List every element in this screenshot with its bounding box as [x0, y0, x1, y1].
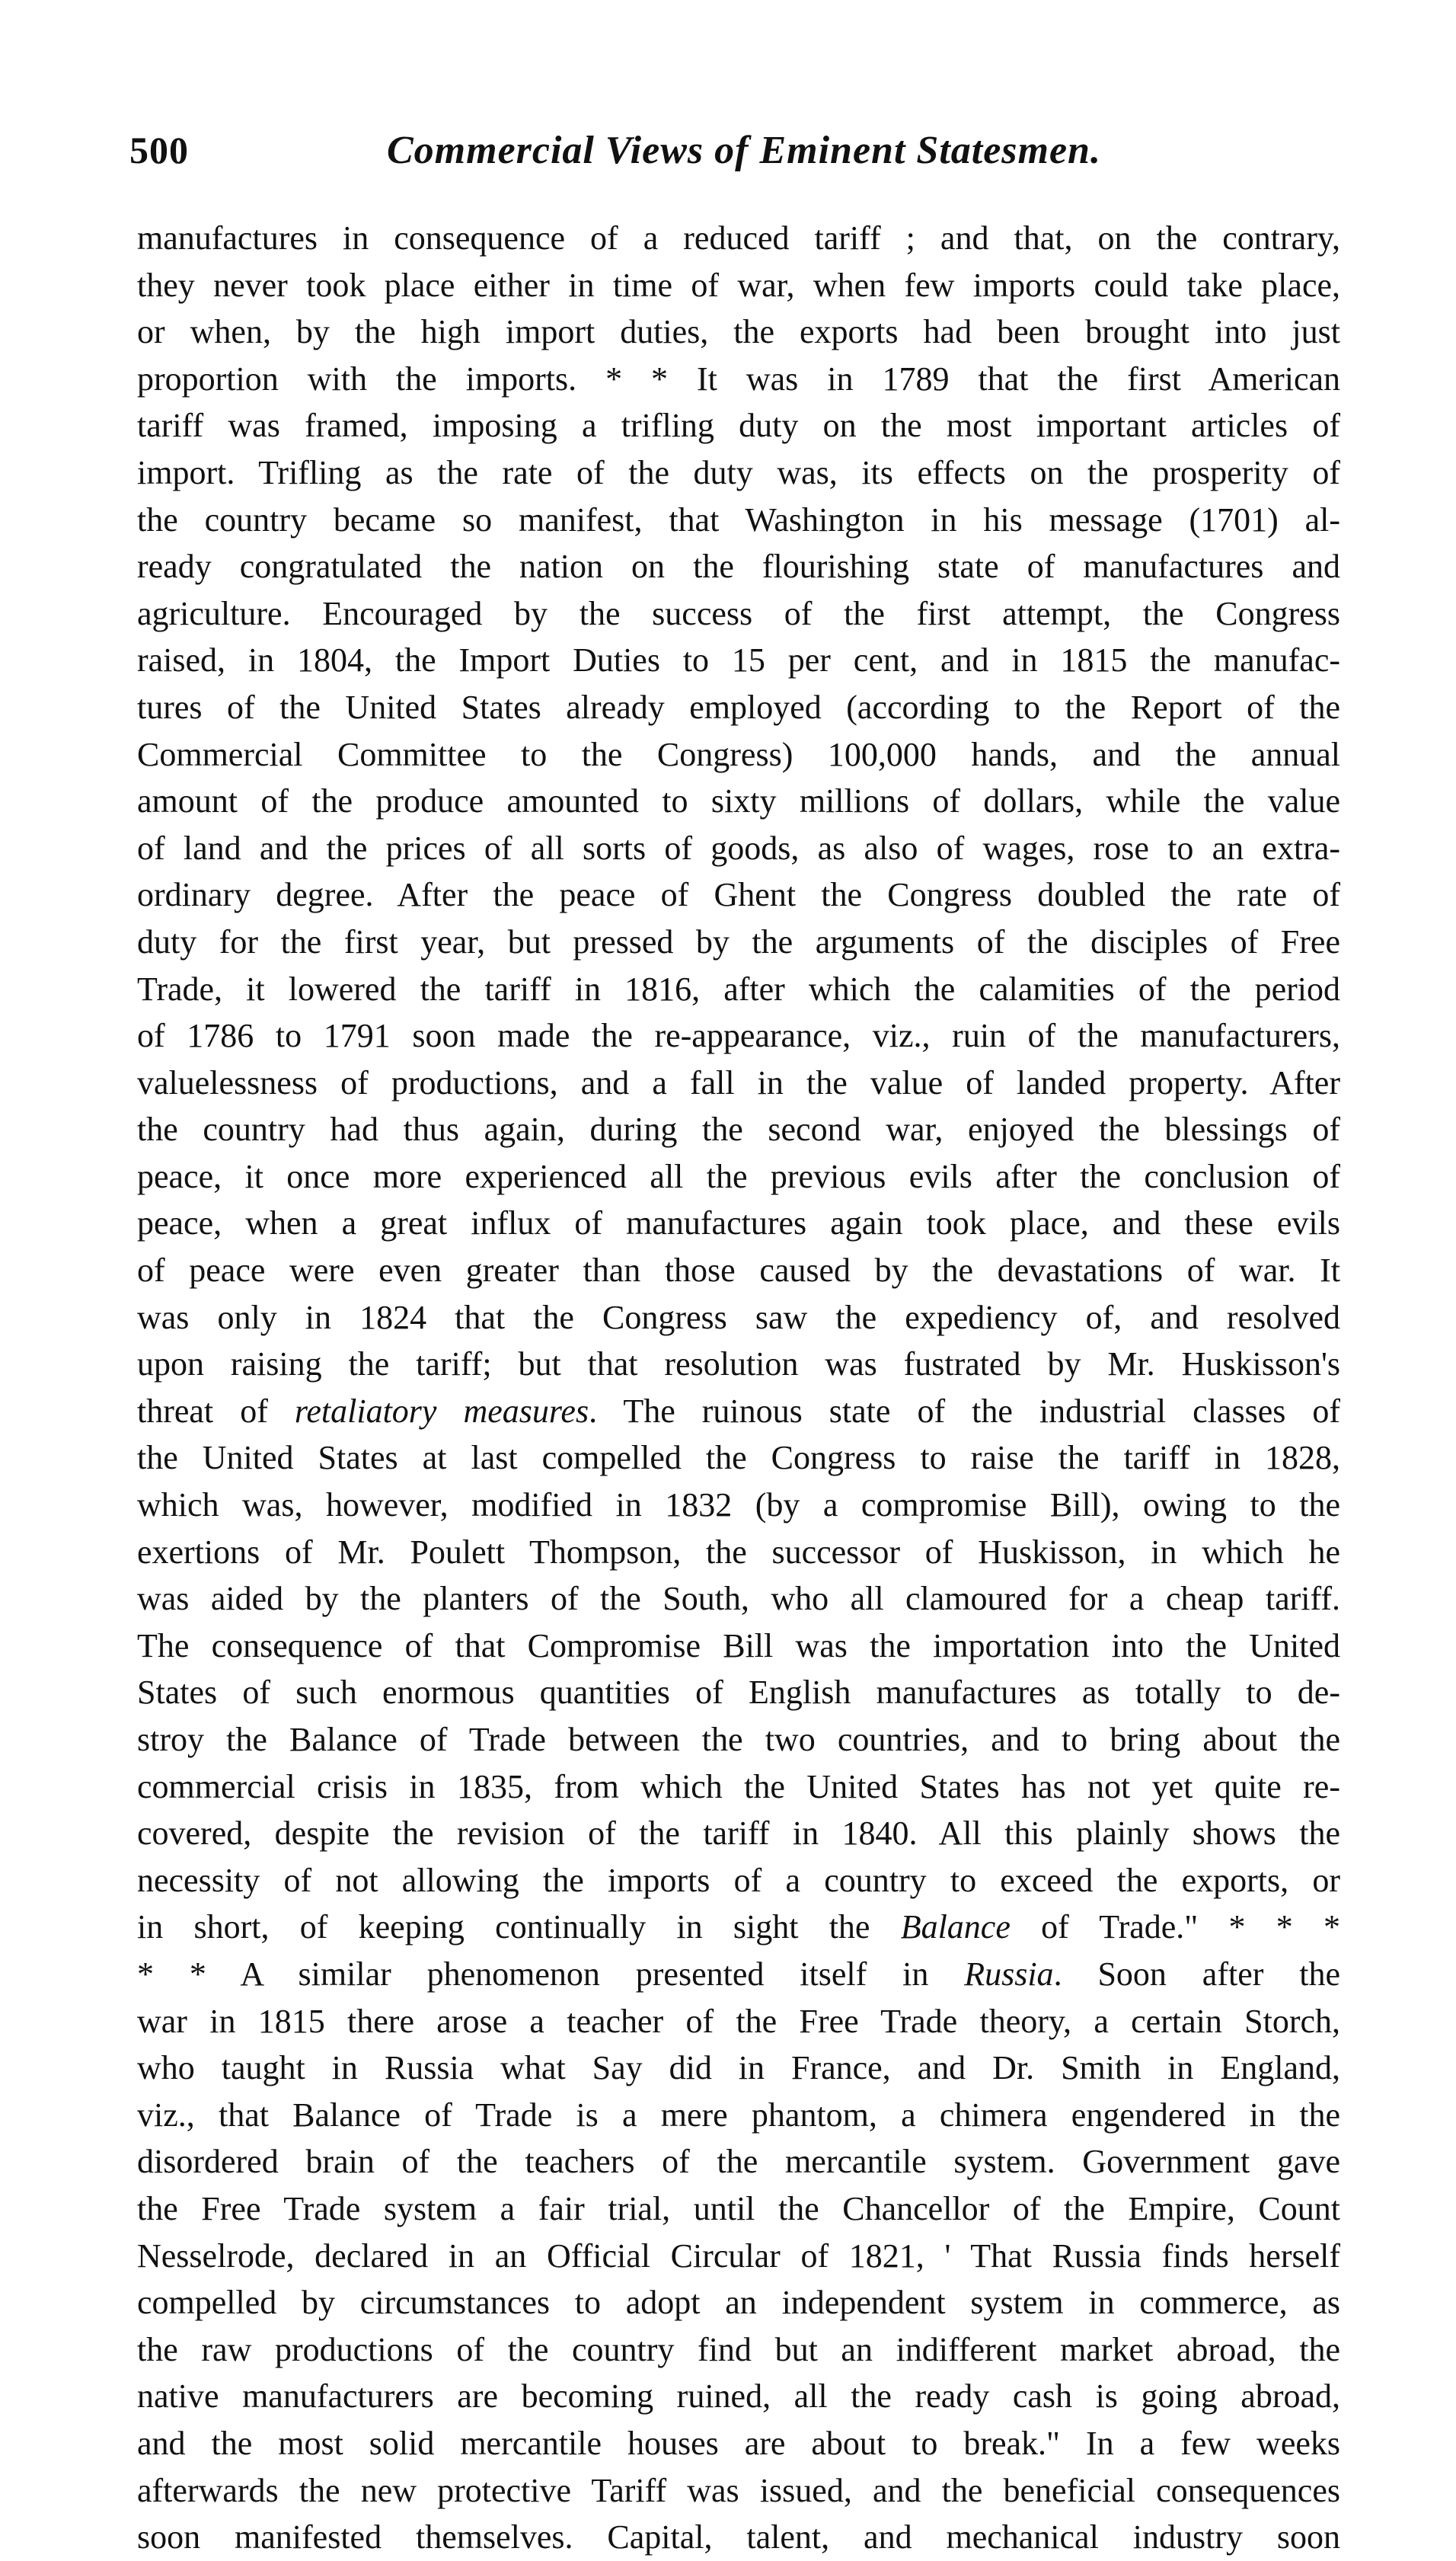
text-line: of land and the prices of all sorts of goods, as also of wages, rose to an extra- [137, 829, 1340, 867]
italic-phrase: Russia [964, 1955, 1054, 1993]
text-line: afterwards the new protective Tariff was issued, and the beneficial consequences [137, 2471, 1340, 2509]
italic-phrase: Balance [900, 1908, 1011, 1946]
text-line: tures of the United States already employed (according to the Report of the [137, 688, 1340, 726]
text-line: duty for the first year, but pressed by the arguments of the disciples of Free [137, 922, 1340, 961]
text-line: amount of the produce amounted to sixty millions of dollars, while the value [137, 782, 1340, 820]
text-line: ready congratulated the nation on the flourishing state of manufactures and [137, 548, 1340, 586]
text-line: the country became so manifest, that Washington in his message (1701) al- [137, 500, 1340, 539]
text-line: Nesselrode, declared in an Official Circular of 1821, ' That Russia finds herself [137, 2236, 1340, 2275]
text-line: the country had thus again, during the second war, enjoyed the blessings of [137, 1111, 1340, 1149]
text-line: threat of retaliatory measures. The ruinous state of the industrial classes of [137, 1392, 1340, 1430]
text-line: in short, of keeping continually in sight the Balance of Trade." * * * [137, 1908, 1340, 1946]
text-line: stroy the Balance of Trade between the two countries, and to bring about the [137, 1721, 1340, 1758]
text-line: the Free Trade system a fair trial, until the Chancellor of the Empire, Count [137, 2189, 1340, 2227]
text-line: peace, it once more experienced all the previous evils after the conclusion of [137, 1157, 1340, 1195]
text-line: exertions of Mr. Poulett Thompson, the successor of Huskisson, in which he [137, 1533, 1340, 1571]
text-line: or when, by the high import duties, the exports had been brought into just [137, 313, 1340, 351]
text-line: raised, in 1804, the Import Duties to 15 per cent, and in 1815 the manufac- [137, 641, 1340, 679]
text-line: who taught in Russia what Say did in France, and Dr. Smith in England, [137, 2049, 1340, 2087]
page-header [129, 128, 1348, 189]
text-line: they never took place either in time of war, when few imports could take place, [137, 266, 1340, 304]
text-line: Trade, it lowered the tariff in 1816, after which the calamities of the period [137, 970, 1340, 1008]
text-line: of 1786 to 1791 soon made the re-appearance, viz., ruin of the manufacturers, [137, 1017, 1340, 1055]
text-line: proportion with the imports. * * It was in 1789 that the first American [137, 360, 1340, 398]
text-line: peace, when a great influx of manufactures again took place, and these evils [137, 1204, 1340, 1242]
text-line: import. Trifling as the rate of the duty was, its effects on the prosperity of [137, 453, 1340, 491]
text-line: necessity of not allowing the imports of a country to exceed the exports, or [137, 1861, 1340, 1899]
text-line: agriculture. Encouraged by the success of the first attempt, the Congress [137, 594, 1340, 632]
text-line: was only in 1824 that the Congress saw the expediency of, and resolved [137, 1298, 1340, 1336]
text-line: native manufacturers are becoming ruined, all the ready cash is going abroad, [137, 2377, 1340, 2416]
text-line: * * A similar phenomenon presented itself in Russia. Soon after the [137, 1955, 1340, 1993]
text-line: Commercial Committee to the Congress) 100,000 hands, and the annual [137, 735, 1340, 773]
text-line: the raw productions of the country find but an indifferent market abroad, the [137, 2330, 1340, 2368]
text-line: The consequence of that Compromise Bill was the importation into the United [137, 1626, 1340, 1664]
italic-phrase: retaliatory measures [294, 1392, 589, 1430]
text-line: of peace were even greater than those caused by the devastations of war. It [137, 1252, 1340, 1290]
text-line: disordered brain of the teachers of the mercantile system. Government gave [137, 2143, 1340, 2181]
text-line: ordinary degree. After the peace of Ghent the Congress doubled the rate of [137, 876, 1340, 914]
running-title: Commercial Views of Eminent Statesmen. [387, 129, 1101, 172]
text-line: commercial crisis in 1835, from which the United States has not yet quite re- [137, 1767, 1340, 1805]
text-line: manufactures in consequence of a reduced tariff ; and that, on the contrary, [137, 219, 1340, 257]
text-line: was aided by the planters of the South, who all clamoured for a cheap tariff. [137, 1580, 1340, 1618]
text-line: the United States at last compelled the Congress to raise the tariff in 1828, [137, 1439, 1340, 1477]
text-line: war in 1815 there arose a teacher of the Free Trade theory, a certain Storch, [137, 2002, 1340, 2040]
text-line: compelled by circumstances to adopt an independent system in commerce, as [137, 2284, 1340, 2322]
body-text [137, 215, 1340, 2561]
text-line: viz., that Balance of Trade is a mere phantom, a chimera engendered in the [137, 2096, 1340, 2134]
text-line: upon raising the tariff; but that resolution was fustrated by Mr. Huskisson's [137, 1345, 1340, 1383]
text-line: tariff was framed, imposing a trifling duty on the most important articles of [137, 407, 1340, 445]
page-number: 500 [129, 129, 189, 171]
text-line: and the most solid mercantile houses are about to break." In a few weeks [137, 2424, 1340, 2462]
text-line: which was, however, modified in 1832 (by a compromise Bill), owing to the [137, 1486, 1340, 1524]
text-line: soon manifested themselves. Capital, talent, and mechanical industry soon [137, 2518, 1340, 2556]
text-line: valuelessness of productions, and a fall in the value of landed property. After [137, 1063, 1340, 1101]
text-line: States of such enormous quantities of English manufactures as totally to de- [137, 1674, 1340, 1712]
text-line: covered, despite the revision of the tariff in 1840. All this plainly shows the [137, 1814, 1340, 1853]
